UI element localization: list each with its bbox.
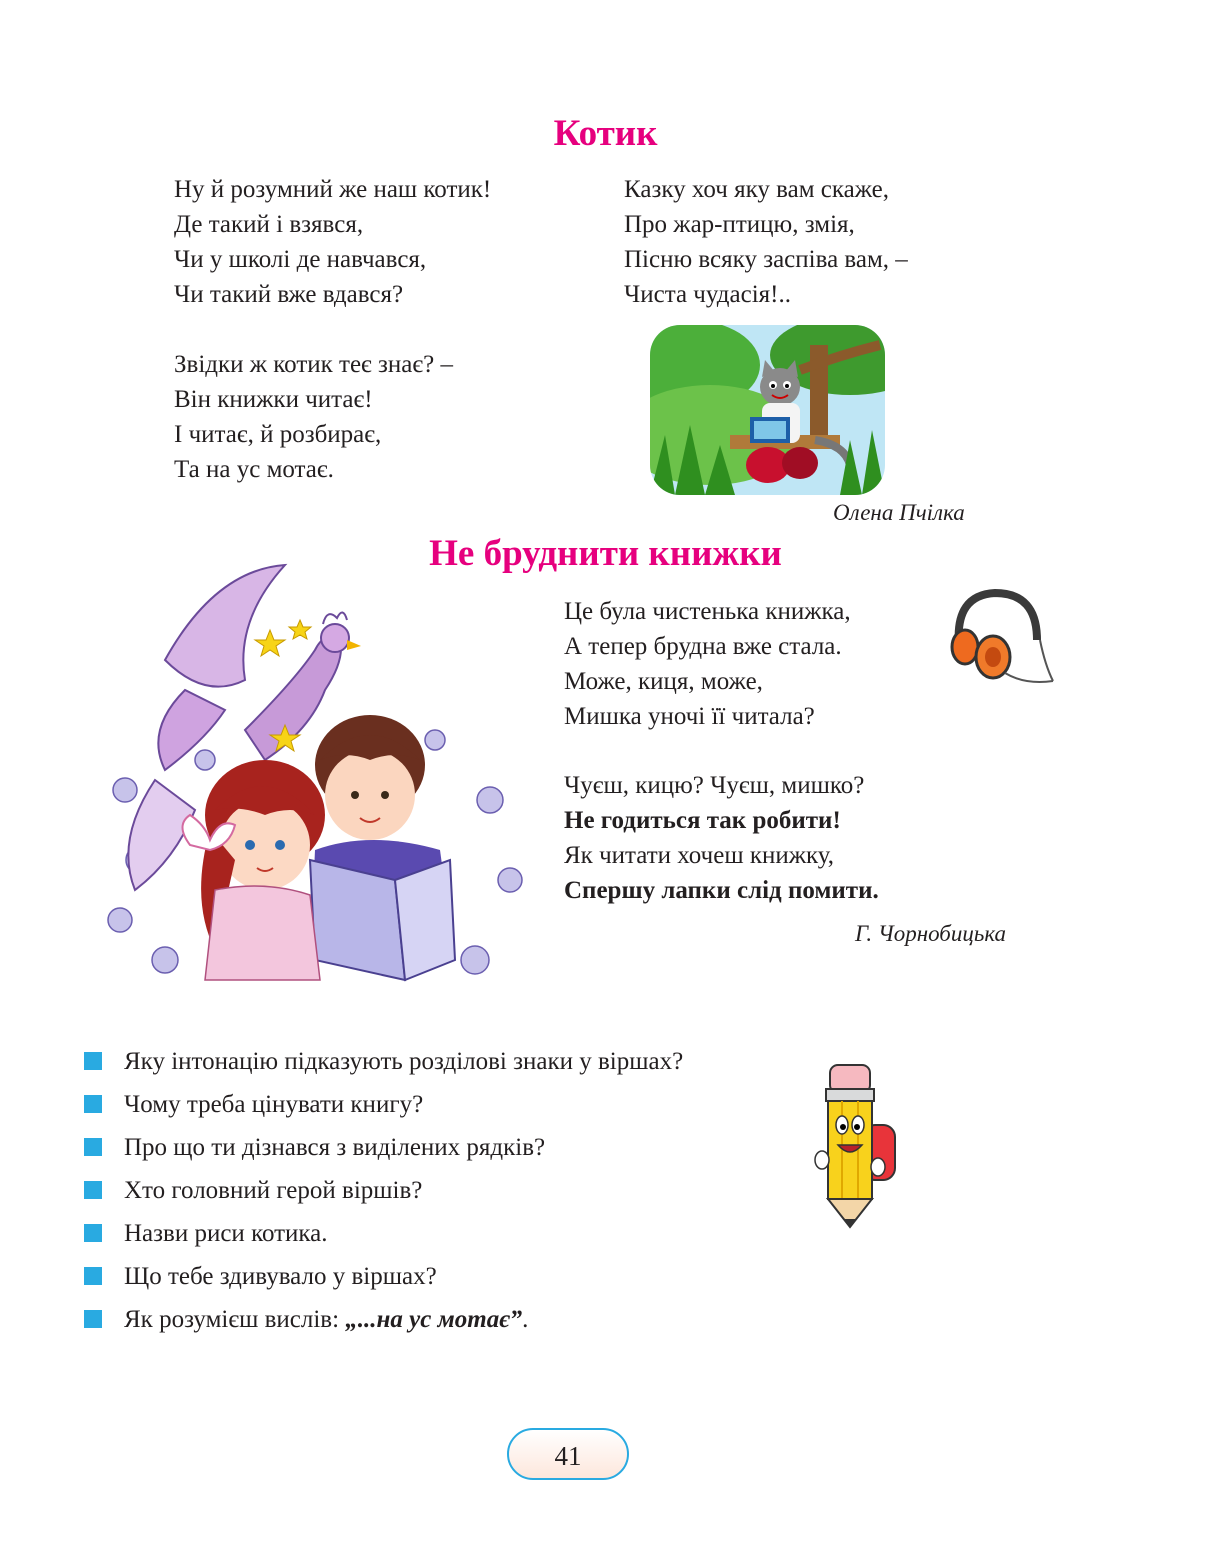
poem-line: Про жар-птицю, змія, <box>624 211 855 238</box>
poem1-stanza-2 <box>174 347 453 487</box>
poem-title-ne-brudnyty-knyzhky: Не бруднити книжки <box>429 533 782 574</box>
poem-line: Як читати хочеш книжку, <box>564 842 835 869</box>
bullet-square-icon <box>84 1267 102 1285</box>
bullet-square-icon <box>84 1052 102 1070</box>
poem2-author: Г. Чорнобицька <box>855 921 1007 946</box>
question-text: Яку інтонацію підказують розділові знаки у віршах? <box>124 1048 684 1075</box>
poem-line: Мишка уночі її читала? <box>564 703 815 730</box>
question-item <box>84 1126 804 1169</box>
question-text: Що тебе здивувало у віршах? <box>124 1263 437 1290</box>
question-text: Про що ти дізнався з виділених рядків? <box>124 1134 546 1161</box>
cat-reading-illustration <box>650 325 885 495</box>
poem2-stanza-1 <box>564 594 851 734</box>
poem-line: А тепер брудна вже стала. <box>564 633 842 660</box>
question-item <box>84 1298 804 1341</box>
questions-list <box>84 1040 804 1341</box>
poem-line: І читає, й розбирає, <box>174 421 382 448</box>
bullet-square-icon <box>84 1310 102 1328</box>
question-text: Назви риси котика. <box>124 1220 328 1247</box>
question-text-end: . <box>522 1306 529 1333</box>
bullet-square-icon <box>84 1095 102 1113</box>
poem-line: Звідки ж котик теє знає? – <box>174 351 453 378</box>
poem-line: Чи такий вже вдався? <box>174 281 404 308</box>
bullet-square-icon <box>84 1224 102 1242</box>
poem-line: Та на ус мотає. <box>174 456 334 483</box>
poem-line: Ну й розумний же наш котик! <box>174 176 492 203</box>
headphones-icon <box>945 585 1060 695</box>
poem-line: Чи у школі де навчався, <box>174 246 427 273</box>
poem-line-highlighted: Не годиться так робити! <box>564 807 841 834</box>
poem1-stanza-1 <box>174 172 491 312</box>
question-item <box>84 1212 804 1255</box>
bullet-square-icon <box>84 1138 102 1156</box>
page-number: 41 <box>507 1428 629 1480</box>
poem1-author: Олена Пчілка <box>833 500 965 525</box>
question-text: Чому треба цінувати книгу? <box>124 1091 424 1118</box>
poem-line: Він книжки читає! <box>174 386 373 413</box>
poem-line-highlighted: Спершу лапки слід помити. <box>564 877 879 904</box>
question-item <box>84 1169 804 1212</box>
poem-line: Чиста чудасія!.. <box>624 281 791 308</box>
question-item <box>84 1040 804 1083</box>
question-text: Хто головний герой віршів? <box>124 1177 423 1204</box>
poem-line: Казку хоч яку вам скаже, <box>624 176 890 203</box>
question-text: Як розумієш вислів: <box>124 1306 346 1333</box>
bullet-square-icon <box>84 1181 102 1199</box>
poem-line: Пісню всяку заспіва вам, – <box>624 246 908 273</box>
question-item <box>84 1083 804 1126</box>
poem2-stanza-2 <box>564 768 879 908</box>
poem-line: Чуєш, кицю? Чуєш, мишко? <box>564 772 865 799</box>
question-item <box>84 1255 804 1298</box>
pencil-character-illustration <box>808 1055 903 1230</box>
question-quote: „...на ус мотає” <box>345 1306 523 1333</box>
poem-title-kotyk: Котик <box>553 113 658 154</box>
poem1-stanza-3 <box>624 172 908 312</box>
poem-line: Може, киця, може, <box>564 668 763 695</box>
poem-line: Це була чистенька книжка, <box>564 598 851 625</box>
children-firebird-illustration <box>95 560 535 1000</box>
poem-line: Де такий і взявся, <box>174 211 364 238</box>
